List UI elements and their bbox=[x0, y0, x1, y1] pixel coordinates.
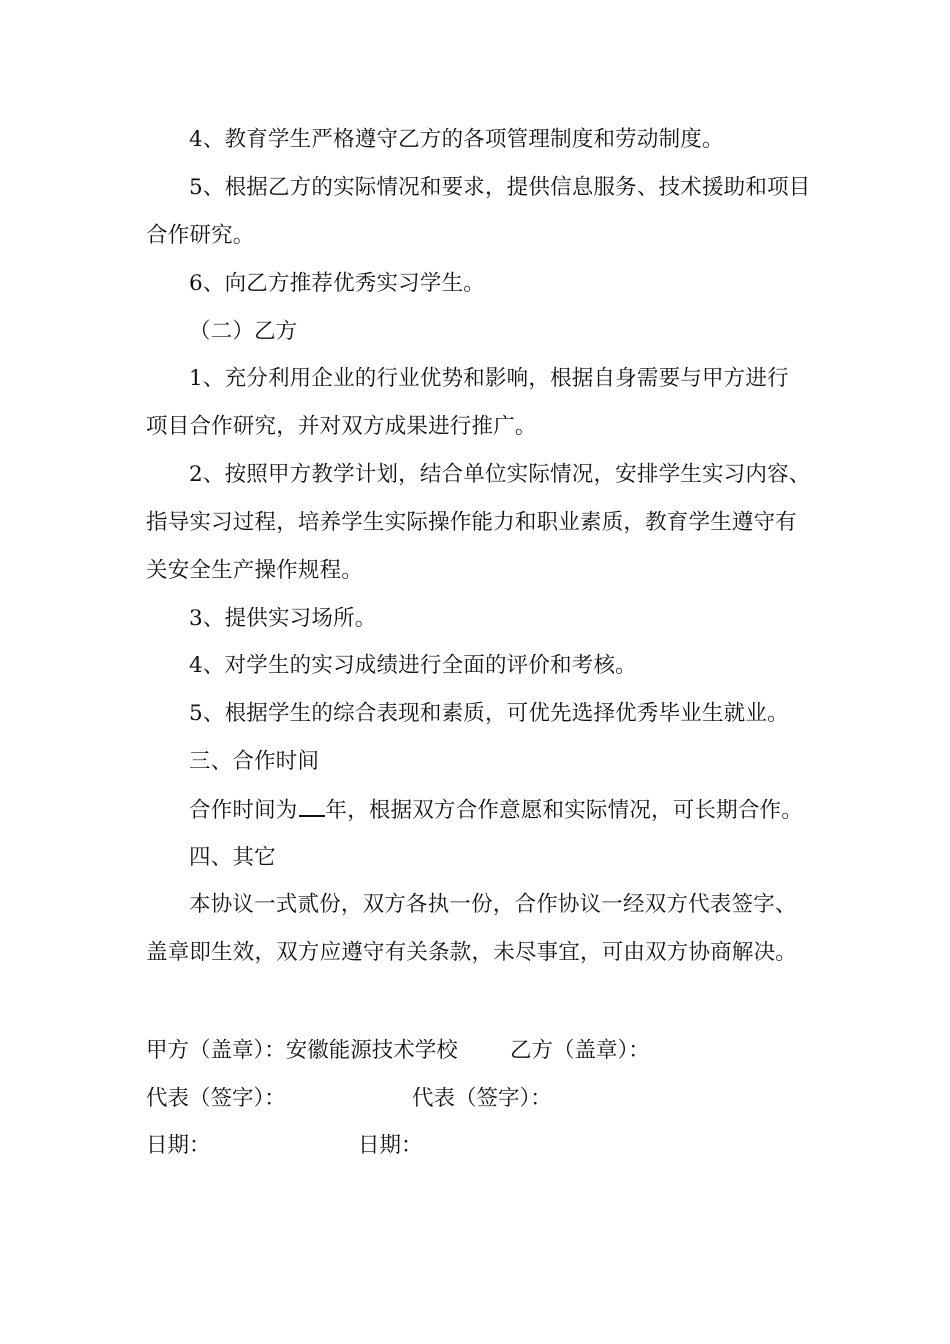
clause-b1-line1: 1、充分利用企业的行业优势和影响，根据自身需要与甲方进行 bbox=[189, 366, 789, 391]
clause-b4: 4、对学生的实习成绩进行全面的评价和考核。 bbox=[189, 653, 637, 678]
clause-a5-line1: 5、根据乙方的实际情况和要求，提供信息服务、技术援助和项目 bbox=[189, 175, 811, 200]
party-b-representative: 代表（签字）： bbox=[412, 1086, 552, 1111]
clause-a4: 4、教育学生严格遵守乙方的各项管理制度和劳动制度。 bbox=[189, 127, 724, 152]
section-3-heading: 三、合作时间 bbox=[189, 749, 320, 774]
cooperation-time-suffix: 年，根据双方合作意愿和实际情况，可长期合作。 bbox=[325, 798, 803, 823]
clause-a5-line2: 合作研究。 bbox=[146, 223, 255, 248]
clause-b3: 3、提供实习场所。 bbox=[189, 606, 377, 631]
clause-b2-line2: 指导实习过程，培养学生实际操作能力和职业素质，教育学生遵守有 bbox=[146, 510, 798, 535]
clause-b2-line1: 2、按照甲方教学计划，结合单位实际情况，安排学生实习内容、 bbox=[189, 462, 811, 487]
cooperation-time-prefix: 合作时间为 bbox=[189, 798, 298, 823]
party-a-seal: 甲方（盖章）：安徽能源技术学校 bbox=[146, 1038, 458, 1063]
party-b-seal: 乙方（盖章）： bbox=[510, 1038, 650, 1063]
other-terms-line2: 盖章即生效，双方应遵守有关条款，未尽事宜，可由双方协商解决。 bbox=[146, 940, 798, 965]
other-terms-line1: 本协议一式贰份，双方各执一份，合作协议一经双方代表签字、 bbox=[189, 892, 797, 917]
party-a-date: 日期： bbox=[146, 1133, 211, 1158]
section-4-heading: 四、其它 bbox=[189, 845, 276, 870]
clause-b1-line2: 项目合作研究，并对双方成果进行推广。 bbox=[146, 414, 537, 439]
clause-b2-line3: 关安全生产操作规程。 bbox=[146, 558, 364, 583]
clause-b5: 5、根据学生的综合表现和素质，可优先选择优秀毕业生就业。 bbox=[189, 701, 789, 726]
clause-a6: 6、向乙方推荐优秀实习学生。 bbox=[189, 271, 485, 296]
years-blank-field bbox=[299, 795, 325, 817]
party-b-date: 日期： bbox=[358, 1133, 423, 1158]
section-party-b-heading: （二）乙方 bbox=[189, 319, 298, 344]
cooperation-time-paragraph bbox=[189, 795, 879, 826]
party-a-representative: 代表（签字）： bbox=[146, 1086, 286, 1111]
